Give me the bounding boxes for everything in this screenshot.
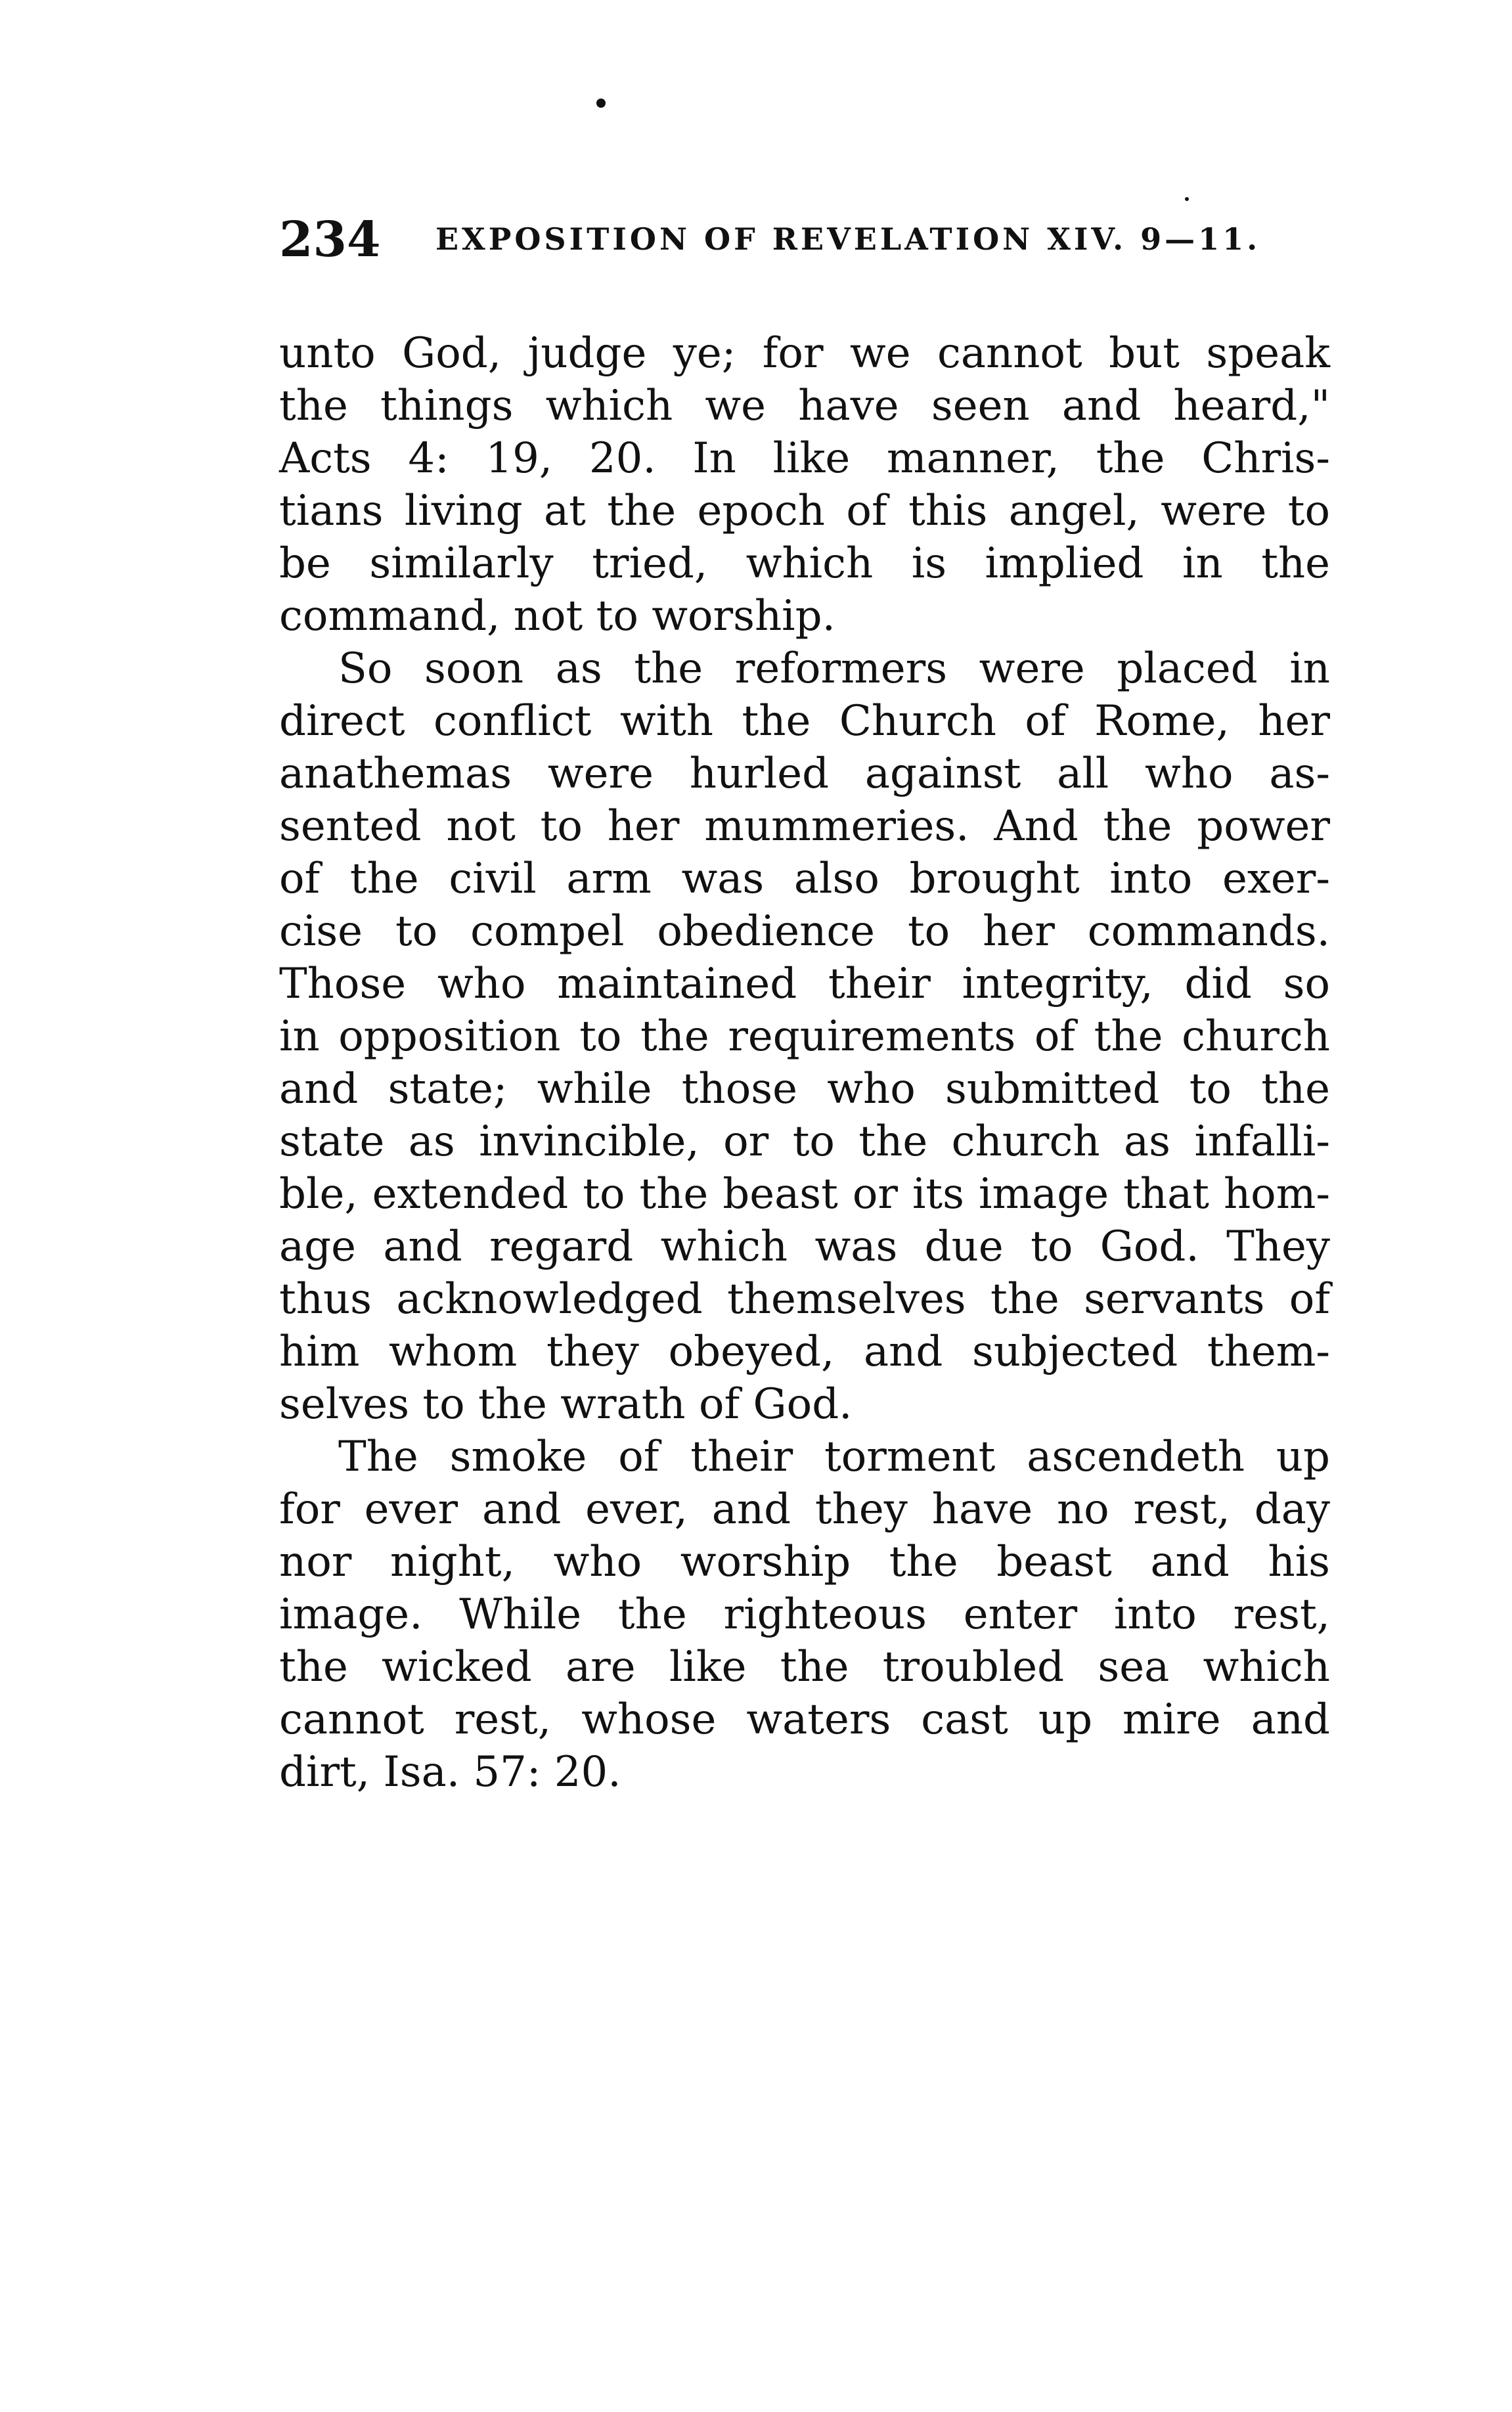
text-line: direct conflict with the Church of Rome, her (279, 697, 1330, 746)
text-line: be similarly tried, which is implied in the (279, 539, 1330, 588)
text-line: ble, extended to the beast or its image that hom- (279, 1170, 1330, 1218)
text-line: the wicked are like the troubled sea which (279, 1643, 1330, 1691)
ink-speck (596, 99, 606, 108)
running-head (279, 210, 1330, 269)
text-line: cannot rest, whose waters cast up mire and (279, 1695, 1330, 1744)
paragraph (279, 327, 1330, 642)
page-body (279, 327, 1330, 1798)
page-header-title: EXPOSITION OF REVELATION XIV. 9—11. (435, 221, 1261, 257)
text-line: command, not to worship. (279, 592, 835, 640)
text-line: thus acknowledged themselves the servants of (279, 1275, 1330, 1324)
text-line: the things which we have seen and heard," (279, 382, 1330, 430)
text-line: state as invincible, or to the church as infalli- (279, 1117, 1330, 1166)
text-line: for ever and ever, and they have no rest, day (279, 1485, 1330, 1534)
text-line: sented not to her mummeries. And the power (279, 802, 1330, 851)
text-line: him whom they obeyed, and subjected them- (279, 1328, 1330, 1376)
text-line: The smoke of their torment ascendeth up (338, 1433, 1330, 1481)
text-line: in opposition to the requirements of the church (279, 1012, 1330, 1061)
text-line: tians living at the epoch of this angel, were to (279, 487, 1330, 535)
ink-speck (1185, 197, 1189, 201)
text-line: Acts 4: 19, 20. In like manner, the Chris- (279, 434, 1330, 483)
text-line: So soon as the reformers were placed in (338, 644, 1330, 693)
text-line: age and regard which was due to God. They (279, 1222, 1330, 1271)
text-line: anathemas were hurled against all who as- (279, 749, 1330, 798)
text-line: dirt, Isa. 57: 20. (279, 1748, 621, 1797)
text-line: of the civil arm was also brought into exer- (279, 855, 1330, 903)
text-line: unto God, judge ye; for we cannot but speak (279, 329, 1330, 378)
text-line: and state; while those who submitted to the (279, 1065, 1330, 1113)
paragraph (279, 642, 1330, 1431)
text-line: cise to compel obedience to her commands. (279, 907, 1330, 956)
page-number: 234 (279, 212, 381, 268)
text-line: image. While the righteous enter into rest, (279, 1590, 1330, 1639)
paragraph (279, 1431, 1330, 1798)
text-line: selves to the wrath of God. (279, 1380, 853, 1429)
text-line: nor night, who worship the beast and his (279, 1538, 1330, 1586)
text-line: Those who maintained their integrity, did so (279, 960, 1330, 1008)
